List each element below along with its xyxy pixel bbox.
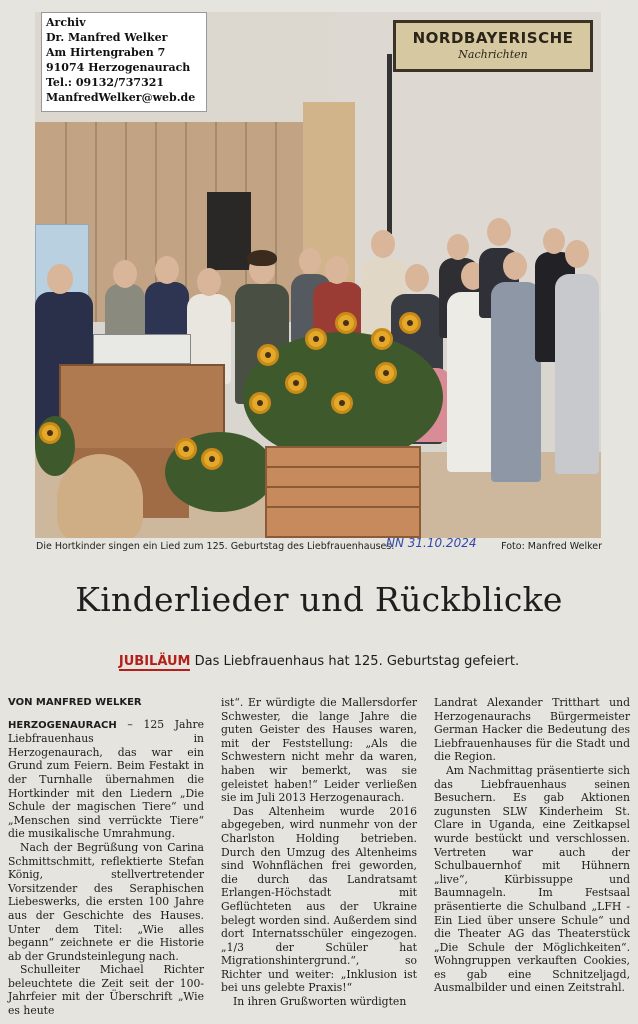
- paragraph: Am Nachmittag präsentierte sich das Liebfrauenhaus seinen Besuchern. Es gab Aktionen zugunsten SLW Kinderheim St. Clare in Uganda, eine Zeitkapsel wurde bestückt und verschlossen. Vertreten war auch der Schulbauernhof mit Hühnern „live“, Kürbissuppe und Baumnageln. Im Festsaal präsentierte die Schulband „LFH - Ein Lied über unsere Schule“ und die Theater AG das Theaterstück „Die Schule der Möglichkeiten“. Wohngruppen verkauften Cookies, es gab eine Schnitzeljagd, Ausmalbilder und einen Zeitstrahl.: [434, 763, 630, 995]
- newspaper-logo-sign: NORDBAYERISCHE Nachrichten: [393, 20, 593, 72]
- projector: [93, 334, 191, 364]
- paragraph: Schulleiter Michael Richter beleuchtete die Zeit seit der 100-Jahrfeier mit der Überschrift „Wie es heute: [8, 963, 204, 1018]
- wooden-planter: [265, 446, 421, 538]
- column-2: [221, 696, 417, 1009]
- photo-credit: Foto: Manfred Welker: [501, 541, 602, 552]
- loudspeaker: [207, 192, 251, 270]
- paragraph: ist“. Er würdigte die Mallersdorfer Schwester, die lange Jahre die guten Geister des Hauses waren, mit der Feststellung: „Als die Schwestern nicht mehr da waren, haben wir bemerkt, was sie geleistet haben!“ Leider verließen sie im Juli 2013 Herzogenaurach.: [221, 696, 417, 805]
- paragraph: Nach der Begrüßung von Carina Schmittschmitt, reflektierte Stefan König, stellvertretender Vorsitzender des Seraphischen Liebeswerks, die ersten 100 Jahre aus der Geschichte des Hauses. Unter dem Titel: „Wie alles begann“ zeichnete er die Historie ab der Grundsteinlegung nach.: [8, 840, 204, 963]
- archive-stamp: Archiv Dr. Manfred Welker Am Hirtengraben 7 91074 Herzogenaurach Tel.: 09132/737321 ManfredWelker@web.de: [41, 12, 207, 112]
- byline: VON MANFRED WELKER: [8, 697, 142, 708]
- column-3: [434, 696, 630, 995]
- paragraph: HERZOGENAURACH – 125 Jahre Liebfrauenhaus in Herzogenaurach, das war ein Grund zum Feiern. Beim Festakt in der Turnhalle übernahmen die Hortkinder mit den Liedern „Die Schule der magischen Tiere“ und „Menschen sind verrückte Tiere“ die musikalische Umrahmung.: [8, 717, 204, 841]
- article-headline: Kinderlieder und Rückblicke: [75, 580, 563, 619]
- paragraph: Landrat Alexander Tritthart und Herzogenaurachs Bürgermeister German Hacker die Bedeutung des Liebfrauenhauses für die Stadt und die Region.: [434, 696, 630, 764]
- dateline: HERZOGENAURACH: [8, 719, 117, 731]
- subheadline: JUBILÄUM Das Liebfrauenhaus hat 125. Geburtstag gefeiert.: [118, 654, 520, 669]
- audience-head: [57, 454, 143, 538]
- event-photo: [35, 12, 601, 538]
- photo-caption: Die Hortkinder singen ein Lied zum 125. Geburtstag des Liebfrauenhauses. Foto: Manfred Welker: [36, 541, 602, 552]
- kicker-label: JUBILÄUM: [118, 654, 191, 669]
- column-1: [8, 696, 204, 1018]
- handwritten-date: NN 31.10.2024: [386, 536, 477, 550]
- paragraph: Das Altenheim wurde 2016 abgegeben, wird nunmehr von der Charlston Holding betrieben. Durch den Umzug des Altenheims sind Wohnflächen frei geworden, die durch das Landratsamt Erlangen-Höchstadt mit Geflüchteten aus der Ukraine belegt worden sind. Außerdem sind dort Internatsschüler eingezogen. „1/3 der Schüler hat Migrationshintergrund.“, so Richter und weiter: „Inklusion ist bei uns gelebte Praxis!“: [221, 804, 417, 995]
- paragraph: In ihren Grußworten würdigten: [233, 995, 407, 1009]
